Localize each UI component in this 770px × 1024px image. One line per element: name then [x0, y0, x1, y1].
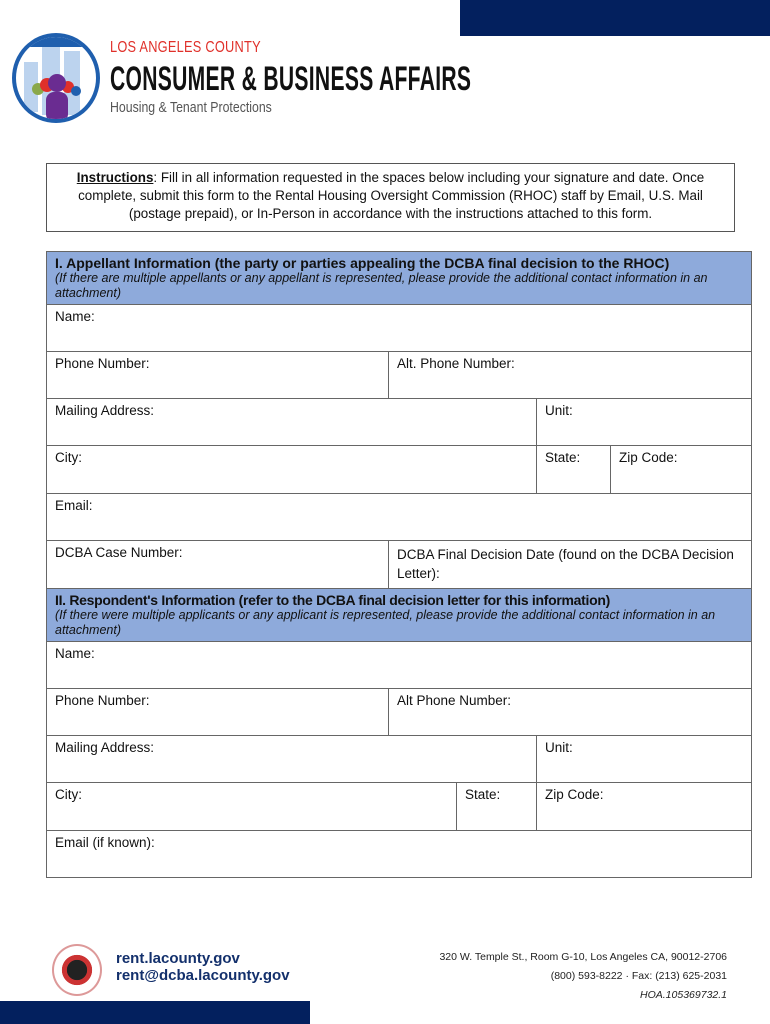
respondent-mailing-field[interactable]: Mailing Address: — [46, 735, 537, 783]
agency-name: CONSUMER & BUSINESS AFFAIRS — [110, 60, 472, 98]
footer-address: 320 W. Temple St., Room G-10, Los Angeles CA, 90012-2706 — [439, 951, 727, 963]
bottom-banner — [0, 1001, 310, 1024]
appellant-unit-field[interactable]: Unit: — [536, 398, 752, 446]
dcba-case-number-field[interactable]: DCBA Case Number: — [46, 540, 389, 589]
footer-links — [116, 950, 290, 984]
instructions-box — [46, 163, 735, 232]
instructions-label: Instructions — [76, 170, 154, 185]
footer-phone: (800) 593-8222 · Fax: (213) 625-2031 — [550, 970, 727, 982]
section-1-title: I. Appellant Information (the party or parties appealing the DCBA final decision to the RHOC) — [55, 255, 670, 271]
appellant-name-field[interactable]: Name: — [46, 304, 752, 352]
footer-contact — [439, 948, 727, 1005]
respondent-unit-field[interactable]: Unit: — [536, 735, 752, 783]
respondent-state-field[interactable]: State: — [456, 782, 537, 831]
section-1-note: (If there are multiple appellants or any appellant is represented, please provide the additional contact information in an attachment) — [55, 271, 708, 300]
section-2-note: (If there were multiple applicants or any applicant is represented, please provide the additional contact information in an attachment) — [55, 608, 716, 637]
top-banner — [460, 0, 770, 36]
appellant-state-field[interactable]: State: — [536, 445, 611, 494]
respondent-email-field[interactable]: Email (if known): — [46, 830, 752, 878]
section-2-title: II. Respondent's Information (refer to the DCBA final decision letter for this information) — [55, 592, 610, 608]
appellant-alt-phone-field[interactable]: Alt. Phone Number: — [388, 351, 752, 399]
document-id: HOA.105369732.1 — [640, 989, 727, 1001]
instructions-text: : Fill in all information requested in the spaces below including your signature and date. Once complete, submit this form to the Rental Housing Oversight Commission (RHOC) staff by Email, U.S. Mail (postage prepaid), or In-Person in accordance with the instructions attached to this form. — [78, 170, 705, 221]
division-name: Housing & Tenant Protections — [110, 99, 272, 116]
email-link[interactable]: rent@dcba.lacounty.gov — [116, 967, 290, 984]
dcba-decision-date-field[interactable]: DCBA Final Decision Date (found on the DCBA Decision Letter): — [388, 540, 752, 589]
appellant-email-field[interactable]: Email: — [46, 493, 752, 541]
section-1-header — [46, 251, 752, 305]
respondent-alt-phone-field[interactable]: Alt Phone Number: — [388, 688, 752, 736]
website-link[interactable]: rent.lacounty.gov — [116, 950, 240, 967]
dcba-logo-icon — [12, 33, 100, 123]
appellant-phone-field[interactable]: Phone Number: — [46, 351, 389, 399]
appellant-city-field[interactable]: City: — [46, 445, 537, 494]
respondent-zip-field[interactable]: Zip Code: — [536, 782, 752, 831]
appellant-mailing-field[interactable]: Mailing Address: — [46, 398, 537, 446]
county-name: LOS ANGELES COUNTY — [110, 39, 261, 56]
respondent-name-field[interactable]: Name: — [46, 641, 752, 689]
respondent-city-field[interactable]: City: — [46, 782, 457, 831]
respondent-phone-field[interactable]: Phone Number: — [46, 688, 389, 736]
county-seal-icon — [52, 944, 102, 996]
section-2-header — [46, 588, 752, 642]
appellant-zip-field[interactable]: Zip Code: — [610, 445, 752, 494]
